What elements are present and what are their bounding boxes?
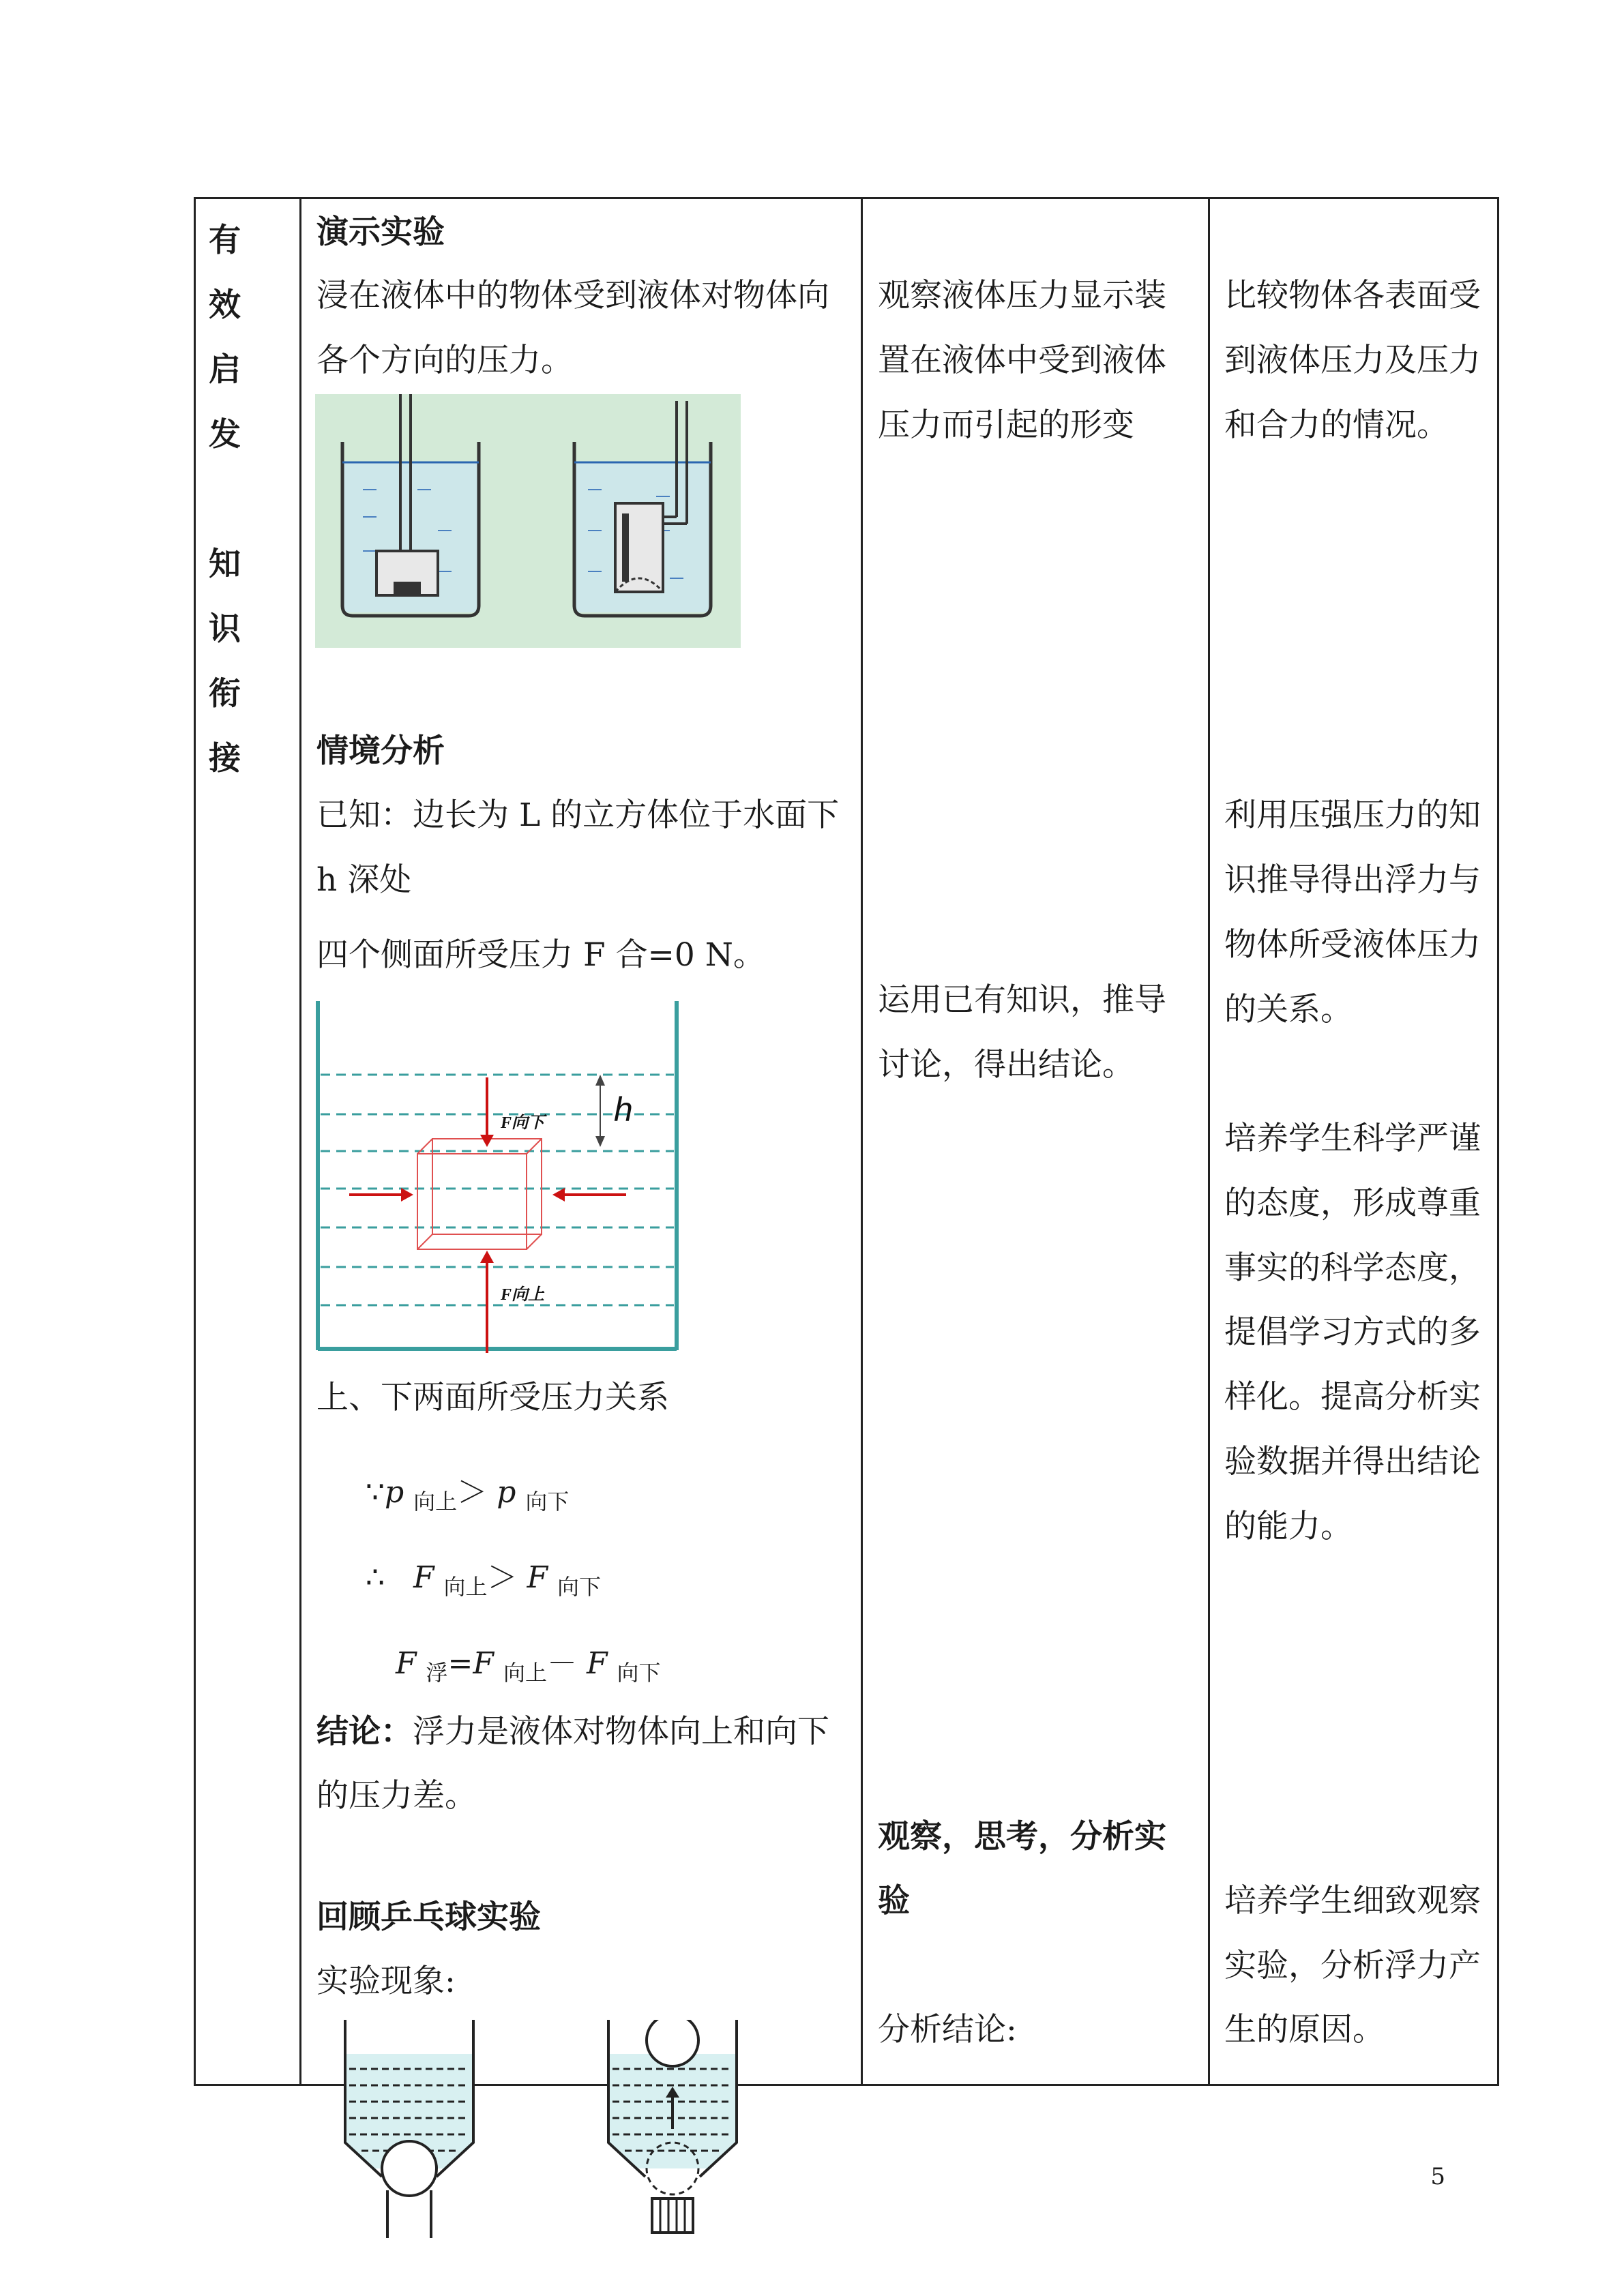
student-derive-line-1: 运用已有知识，推导 <box>878 981 1166 1019</box>
diagram-h-label: h <box>614 1090 633 1129</box>
intent-attitude-line-3: 事实的科学态度， <box>1224 1249 1481 1287</box>
page-number: 5 <box>1430 2163 1445 2190</box>
intent-observe-line-2: 实验，分析浮力产 <box>1224 1947 1481 1984</box>
column-divider-1 <box>299 197 301 2086</box>
table-top-border <box>194 197 1499 199</box>
ping-pong-funnel-right <box>604 2020 741 2238</box>
review-title: 回顾乒乓球实验 <box>316 1898 541 1936</box>
intent-observe-line-3: 生的原因。 <box>1224 2011 1385 2048</box>
diagram-f-up-label: F向上 <box>501 1286 545 1304</box>
conclusion-line-1 <box>316 1700 829 1764</box>
formula-buoyancy: F $_浮$=F $_{向上}$－ F $_{向下}$ <box>396 1646 661 1686</box>
intent-derive-line-3: 物体所受液体压力 <box>1224 926 1481 964</box>
student-observe-line-3: 压力而引起的形变 <box>878 406 1134 444</box>
intent-derive-line-1: 利用压强压力的知 <box>1224 796 1481 834</box>
demo-title: 演示实验 <box>316 213 445 251</box>
student-analyze-result: 分析结论: <box>878 2011 1017 2048</box>
conclusion-label: 结论： <box>316 1713 413 1750</box>
student-analyze-line-2: 验 <box>878 1882 910 1920</box>
stage-char-6: 识 <box>209 610 241 648</box>
intent-derive-line-4: 的关系。 <box>1224 991 1353 1028</box>
stage-char-2: 效 <box>209 286 241 324</box>
table-right-border <box>1497 197 1499 2086</box>
table-left-border <box>194 197 196 2086</box>
demo-apparatus-image <box>315 394 741 648</box>
column-divider-3 <box>1208 197 1210 2086</box>
intent-attitude-line-5: 样化。提高分析实 <box>1224 1378 1481 1416</box>
intent-attitude-line-6: 验数据并得出结论 <box>1224 1443 1481 1480</box>
scenario-given-line-2: h 深处 <box>316 861 412 899</box>
diagram-f-down-label: F向下 <box>501 1114 545 1132</box>
student-analyze-line-1: 观察，思考，分析实 <box>878 1818 1166 1855</box>
stage-char-1: 有 <box>209 222 241 259</box>
relation-intro: 上、下两面所受压力关系 <box>316 1379 669 1416</box>
conclusion-line-2: 的压力差。 <box>316 1777 477 1815</box>
scenario-title: 情境分析 <box>316 732 445 770</box>
intent-compare-line-1: 比较物体各表面受 <box>1224 277 1481 314</box>
intent-attitude-line-4: 提倡学习方式的多 <box>1224 1313 1481 1351</box>
student-derive-line-2: 讨论，得出结论。 <box>878 1046 1134 1084</box>
intent-compare-line-3: 和合力的情况。 <box>1224 406 1449 444</box>
column-divider-2 <box>861 197 863 2086</box>
demo-line-1: 浸在液体中的物体受到液体对物体向 <box>316 277 829 314</box>
stage-char-7: 衔 <box>209 675 241 713</box>
intent-attitude-line-2: 的态度，形成尊重 <box>1224 1184 1481 1222</box>
formula-pressure: ∵p $_{向上}$＞ p $_{向下}$ <box>366 1475 570 1515</box>
scenario-given-line-1: 已知：边长为 L 的立方体位于水面下 <box>316 796 840 834</box>
stage-char-4: 发 <box>209 416 241 453</box>
scenario-side-force: 四个侧面所受压力 F 合=0 N。 <box>316 936 765 974</box>
stage-char-3: 启 <box>209 351 241 389</box>
intent-observe-line-1: 培养学生细致观察 <box>1224 1882 1481 1920</box>
review-phenomenon: 实验现象: <box>316 1963 456 2000</box>
cube-in-water-diagram <box>315 1001 681 1359</box>
demo-line-2: 各个方向的压力。 <box>316 342 573 379</box>
intent-attitude-line-1: 培养学生科学严谨 <box>1224 1120 1481 1157</box>
intent-attitude-line-7: 的能力。 <box>1224 1508 1353 1545</box>
stage-char-8: 接 <box>209 740 241 777</box>
ping-pong-funnel-left <box>341 2020 477 2238</box>
formula-force: ∴ F $_{向上}$＞ F $_{向下}$ <box>366 1560 602 1600</box>
student-observe-line-2: 置在液体中受到液体 <box>878 342 1166 379</box>
student-observe-line-1: 观察液体压力显示装 <box>878 277 1166 314</box>
stage-char-5: 知 <box>209 546 241 583</box>
intent-compare-line-2: 到液体压力及压力 <box>1224 342 1481 379</box>
conclusion-text: 浮力是液体对物体向上和向下 <box>413 1713 829 1750</box>
intent-derive-line-2: 识推导得出浮力与 <box>1224 861 1481 899</box>
